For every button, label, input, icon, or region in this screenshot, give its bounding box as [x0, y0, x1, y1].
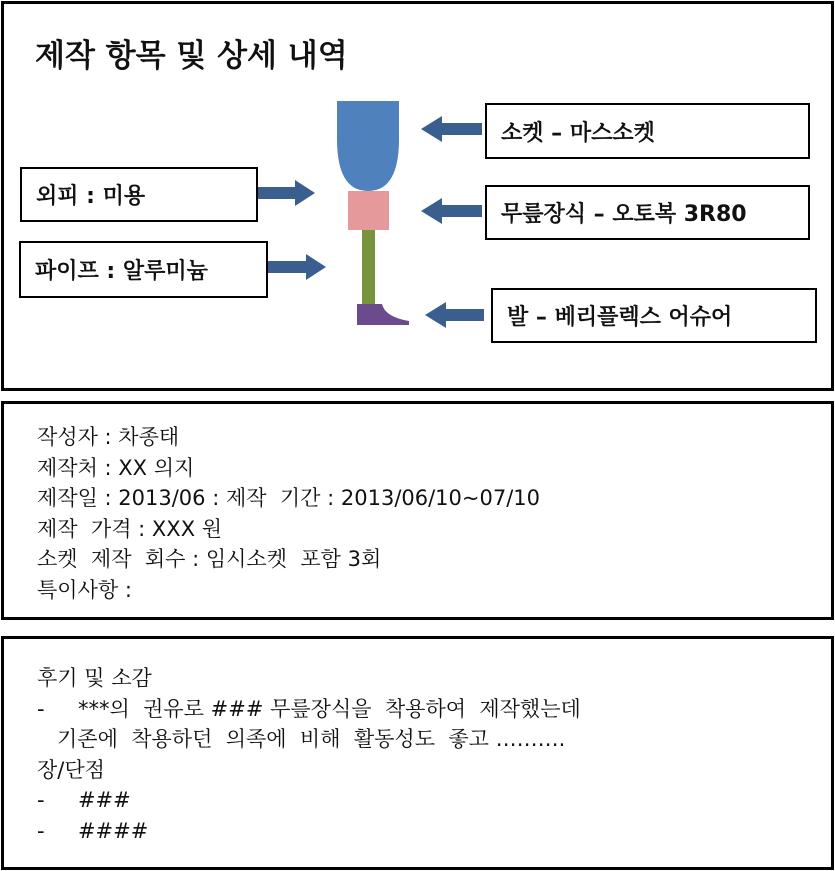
info-panel: [1, 401, 834, 620]
arrow-right-icon: [268, 254, 326, 280]
pros-cons-item: - ####: [37, 818, 149, 843]
socket-count-line: 소켓 제작 회수 : 임시소켓 포함 3회: [37, 547, 382, 571]
label-socket: [485, 103, 810, 159]
price-line: 제작 가격 : XXX 원: [37, 516, 223, 541]
foot-shape: [357, 304, 409, 325]
label-foot-text: 발 – 베리플렉스 어슈어: [507, 305, 733, 330]
maker-line: 제작처 : XX 의지: [37, 455, 195, 480]
label-foot: [491, 288, 817, 343]
label-socket-text: 소켓 – 마스소켓: [501, 120, 655, 146]
review-line: 기존에 착용하던 의족에 비해 활동성도 좋고 ……….: [37, 727, 566, 751]
date-line: 제작일 : 2013/06 : 제작 기간 : 2013/06/10~07/10: [37, 486, 541, 510]
diagram-panel: [1, 1, 834, 391]
label-knee: [485, 185, 810, 240]
label-skin-text: 외피 : 미용: [36, 184, 146, 209]
socket-shape: [337, 101, 399, 191]
label-skin: [20, 167, 258, 222]
notes-line: 특이사항 :: [37, 577, 132, 602]
arrow-left-icon: [421, 198, 482, 224]
review-panel: [1, 636, 834, 870]
info-lines: [37, 422, 540, 605]
pros-cons-heading: 장/단점: [37, 757, 105, 782]
label-pipe-text: 파이프 : 알루미늄: [35, 259, 208, 284]
pylon-shape: [362, 230, 375, 304]
review-line: - ***의 권유로 ### 무릎장식을 착용하여 제작했는데: [37, 696, 581, 721]
review-heading: 후기 및 소감: [37, 666, 152, 690]
label-pipe: [19, 241, 268, 298]
pros-cons-item: - ###: [37, 788, 131, 812]
label-knee-text: 무릎장식 – 오토복 3R80: [501, 202, 747, 227]
arrow-left-icon: [425, 302, 484, 328]
author-line: 작성자 : 차종태: [37, 425, 180, 449]
arrow-right-icon: [258, 180, 315, 206]
arrow-left-icon: [421, 116, 482, 142]
diagram-title: 제작 항목 및 상세 내역: [35, 38, 348, 74]
review-lines: [37, 663, 581, 846]
knee-shape: [348, 191, 389, 230]
